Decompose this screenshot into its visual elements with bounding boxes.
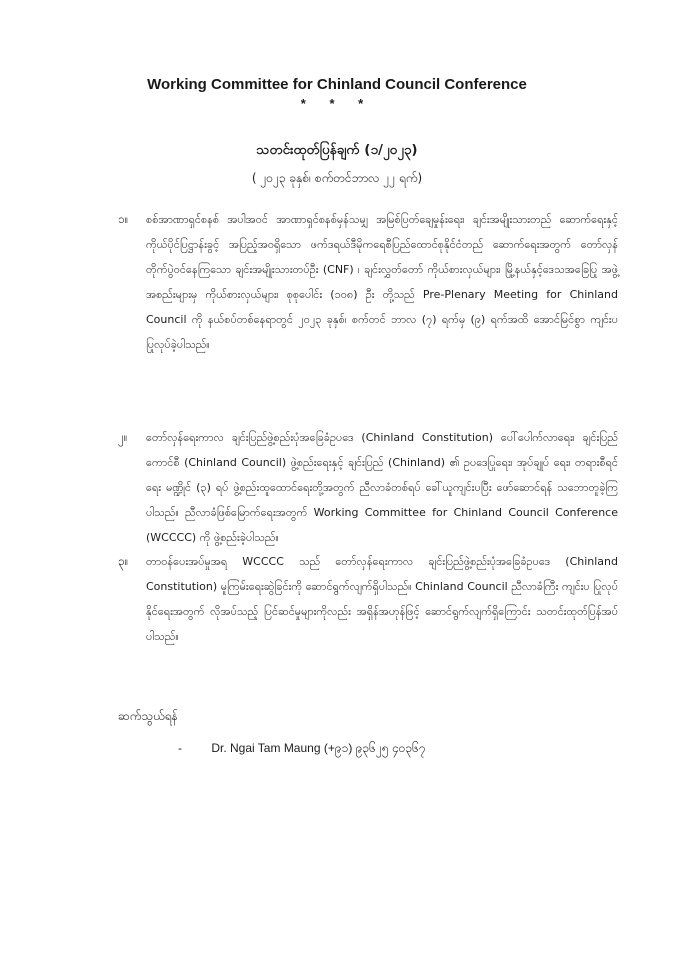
contact-person: Dr. Ngai Tam Maung (+၉၁) ၉၃၆၂၅ ၄၀၃၆၇ (211, 741, 426, 755)
contact-label: ဆက်သွယ်ရန် (118, 709, 178, 723)
paragraph-text: တာဝန်ပေးအပ်မှုအရ WCCCC သည် တော်လှန်ရေးကာလ ချင်းပြည်ဖွဲ့စည်းပုံအခြေခံဥပဒေ (Chinland Constitution) မူကြမ်းရေးဆွဲခြင်းကို ဆောင်ရွက်လျက်ရှိပါသည်။ Chinland Council ညီလာခံကြီး ကျင်းပ ပြုလုပ်နိုင်ရေးအတွက် လိုအပ်သည့် ပြင်ဆင်မှုများကိုလည်း အရှိန်အဟုန်ဖြင့် ဆောင်ရွက်လျက်ရှိကြောင်း သတင်းထုတ်ပြန်အပ်ပါသည်။ (146, 555, 618, 643)
paragraph-number: ၂။ (118, 430, 128, 444)
paragraph-number: ၃။ (118, 554, 129, 568)
paragraph-text: စစ်အာဏာရှင်စနစ် အပါအဝင် အာဏာရှင်စနစ်မှန်သမျှ အမြစ်ပြတ်ချေမှုန်းရေး၊ ချင်းအမျိုးသားတည် ဆောက်ရေးနှင့် ကိုယ်ပိုင်ပြဋ္ဌာန်းခွင့် အပြည့်အဝရှိသော ဖက်ဒရယ်ဒီမိုကရေစီပြည်ထောင်စုနိုင်ငံတည် ဆောက်ရေးအတွက် တော်လှန်တိုက်ပွဲဝင်နေကြသော ချင်းအမျိုးသားတပ်ဦး (CNF) ၊ ချင်းလွှတ်တော် ကိုယ်စားလှယ်များ၊ မြို့နယ်နှင့်ဒေသအခြေပြု အဖွဲ့အစည်းများမှ ကိုယ်စားလှယ်များ၊ စုစုပေါင်း (၁၀၈) ဦး တို့သည် Pre-Plenary Meeting for Chinland Council ကို နယ်စပ်တစ်နေရာတွင် ၂၀၂၃ ခုနှစ်၊ စက်တင် ဘာလ (၇) ရက်မှ (၉) ရက်အထိ အောင်မြင်စွာ ကျင်းပပြုလုပ်ခဲ့ပါသည်။ (146, 213, 618, 351)
list-dash: - (178, 741, 182, 755)
paragraph-2 (118, 425, 618, 550)
statement-number: သတင်းထုတ်ပြန်ချက် (၁/၂၀၂၃) (256, 142, 418, 158)
statement-date: ( ၂၀၂၃ ခုနှစ်၊ စက်တင်ဘာလ ၂၂ ရက်) (251, 171, 423, 185)
paragraph-text: တော်လှန်ရေးကာလ ချင်းပြည်ဖွဲ့စည်းပုံအခြေခံဥပဒေ (Chinland Constitution) ပေါ်ပေါက်လာရေး၊ ချင်းပြည်ကောင်စီ (Chinland Council) ဖွဲ့စည်းရေးနှင့် ချင်းပြည် (Chinland) ၏ ဥပဒေပြုရေး၊ အုပ်ချုပ် ရေး၊ တရားစီရင်ရေး မဏ္ဍိုင် (၃) ရပ် ဖွဲ့စည်းထူထောင်ရေးတို့အတွက် ညီလာခံတစ်ရပ် ခေါ်ယူကျင်းပပြီး ဖော်ဆောင်ရန် သဘောတူခဲ့ကြပါသည်။ ညီလာခံဖြစ်မြောက်ရေးအတွက် Working Committee for Chinland Council Conference (WCCCC) ကို ဖွဲ့စည်းခဲ့ပါသည်။ (146, 431, 618, 544)
contact-entry (178, 740, 426, 758)
paragraph-1 (118, 207, 618, 357)
title-separator-stars: * * * (300, 96, 374, 111)
paragraph-3 (118, 549, 618, 649)
committee-title: Working Committee for Chinland Council Conference (147, 76, 527, 93)
paragraph-number: ၁။ (118, 212, 129, 226)
